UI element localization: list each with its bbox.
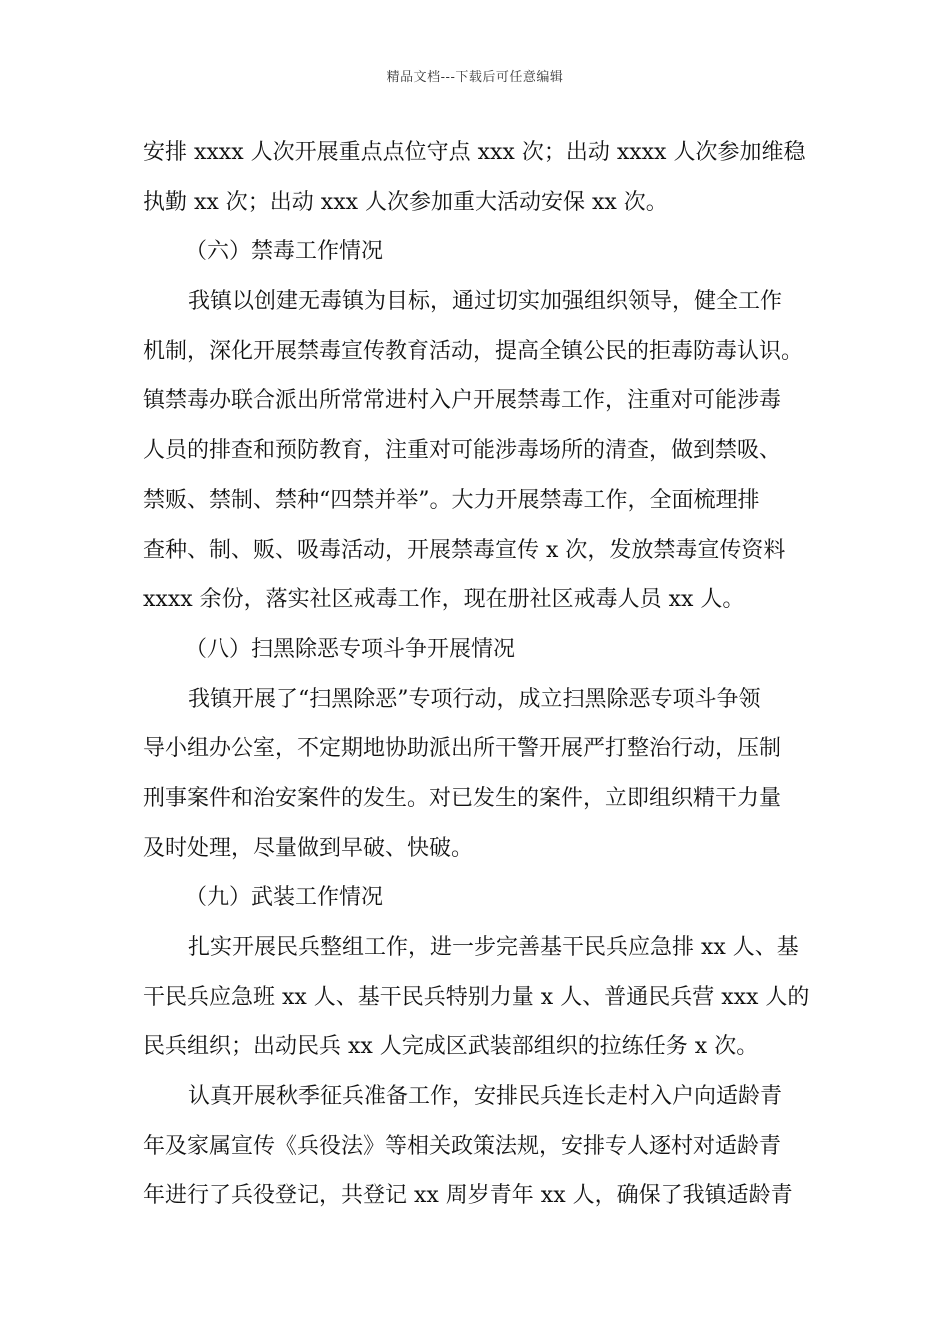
page-header: 精品文档---下载后可任意编辑 — [386, 70, 564, 85]
text-line: 镇禁毒办联合派出所常常进村入户开展禁毒工作，注重对可能涉毒 — [143, 388, 782, 414]
text-line: 认真开展秋季征兵准备工作，安排民兵连长走村入户向适龄青 — [188, 1084, 783, 1110]
text-line: 禁贩、禁制、禁种“四禁并举”。大力开展禁毒工作，全面梳理排 — [143, 487, 760, 513]
text-line: 我镇以创建无毒镇为目标，通过切实加强组织领导，健全工作 — [188, 289, 783, 315]
section-heading-6: （六）禁毒工作情况 — [185, 239, 384, 265]
section-heading-9: （九）武装工作情况 — [185, 885, 384, 911]
text-line: 民兵组织；出动民兵 xx 人完成区武装部组织的拉练任务 x 次。 — [143, 1034, 759, 1060]
text-line: 安排 xxxx 人次开展重点点位守点 xxx 次；出动 xxxx 人次参加维稳 — [143, 140, 806, 165]
text-line: 执勤 xx 次；出动 xxx 人次参加重大活动安保 xx 次。 — [143, 189, 668, 215]
section-heading-8: （八）扫黑除恶专项斗争开展情况 — [185, 636, 516, 662]
text-line: 查种、制、贩、吸毒活动，开展禁毒宣传 x 次，发放禁毒宣传资料 — [143, 537, 786, 563]
text-line: 我镇开展了“扫黑除恶”专项行动，成立扫黑除恶专项斗争领 — [188, 686, 761, 712]
text-line: 年及家属宣传《兵役法》等相关政策法规，安排专人逐村对适龄青 — [143, 1133, 782, 1159]
text-line: 人员的排查和预防教育，注重对可能涉毒场所的清查，做到禁吸、 — [143, 438, 782, 464]
text-line: 干民兵应急班 xx 人、基干民兵特别力量 x 人、普通民兵营 xxx 人的 — [143, 984, 810, 1010]
text-line: 年进行了兵役登记，共登记 xx 周岁青年 xx 人，确保了我镇适龄青 — [143, 1183, 793, 1209]
text-line: 及时处理，尽量做到早破、快破。 — [143, 835, 474, 861]
text-line: 刑事案件和治安案件的发生。对已发生的案件，立即组织精干力量 — [143, 785, 782, 811]
text-line: 机制，深化开展禁毒宣传教育活动，提高全镇公民的拒毒防毒认识。 — [143, 338, 804, 364]
text-line: xxxx 余份，落实社区戒毒工作，现在册社区戒毒人员 xx 人。 — [143, 587, 745, 613]
text-line: 扎实开展民兵整组工作，进一步完善基干民兵应急排 xx 人、基 — [188, 935, 799, 960]
document-body — [143, 128, 823, 1221]
text-line: 导小组办公室，不定期地协助派出所干警开展严打整治行动，压制 — [143, 736, 782, 762]
